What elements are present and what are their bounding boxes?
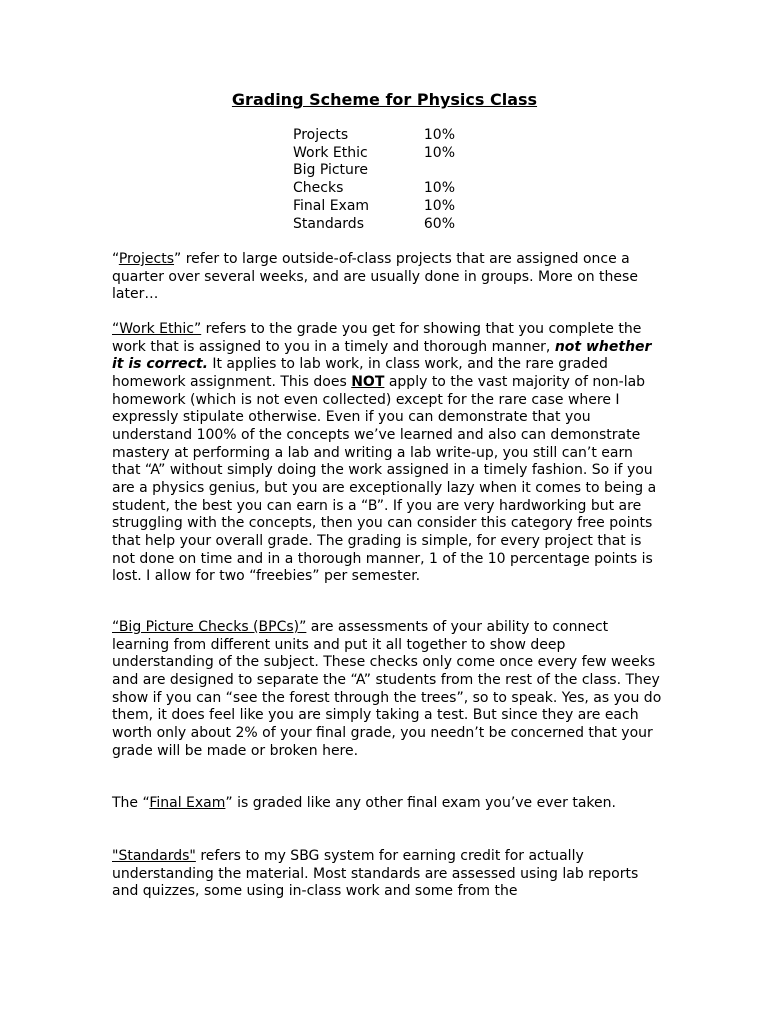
bpc-text: are assessments of your ability to connect learning from different units and put it all together to show deep understanding of the subject. These checks only come once every few weeks and are designed to separate the “A” students from the rest of the class. They show if you can “see the forest through the trees”, so to speak. Yes, as you do them, it does feel like you are simply taking a test. But since they are each worth only about 2% of your final grade, you needn’t be concerned that your grade will be made or broken here. [112,619,662,759]
page-title: Grading Scheme for Physics Class [231,90,538,109]
work-ethic-paragraph [112,321,664,586]
bpc-paragraph [112,619,664,760]
bpc-term: “Big Picture Checks (BPCs)” [112,619,307,635]
work-ethic-not: NOT [351,373,385,390]
grade-category: Standards [293,215,364,232]
grade-category: Work Ethic [293,144,368,161]
final-exam-prefix: The “ [112,795,150,811]
grade-category: Final Exam [293,197,370,214]
projects-text: ” refer to large outside-of-class projects that are assigned once a quarter over several weeks, and are usually done in groups. More on these later… [112,251,638,303]
grade-row [293,127,455,145]
work-ethic-text-1: refers to the grade you get for showing that you complete the work that is assigned to you in a timely and thorough manner, [112,321,642,355]
work-ethic-text-2: It applies to lab work, in class work, and the rare graded homework assignment. This does [112,356,608,390]
grade-percent: 10% [423,180,455,197]
final-exam-text: ” is graded like any other final exam you’ve ever taken. [225,795,616,811]
grade-percent: 60% [423,215,455,232]
work-ethic-emphasis: not whether it is correct. [112,338,652,373]
grade-category: Checks [293,180,344,197]
grade-row [293,145,455,163]
grade-percent: 10% [423,127,455,143]
projects-open-quote: “ [112,251,119,267]
grade-percent: 10% [423,144,455,161]
projects-paragraph [112,251,664,304]
grade-percent [413,162,455,180]
final-exam-paragraph [112,795,664,813]
projects-term: Projects [118,251,175,267]
final-exam-term: Final Exam [149,795,226,811]
grade-breakdown-table [293,127,455,233]
work-ethic-text-3: apply to the vast majority of non-lab homework (which is not even collected) except for the rare case where I expressly stipulate otherwise. Even if you can demonstrate that you understand 100% of the concepts we’ve learned and also can demonstrate mastery at performing a lab and writing a lab write-up, you still can’t earn that “A” without simply doing the work assigned in a timely fashion. So if you are a physics genius, but you are exceptionally lazy when it comes to being a student, the best you can earn is a “B”. If you are very hardworking but are struggling with the concepts, then you can consider this category free points that help your overall grade. The grading is simple, for every project that is not done on time and in a thorough manner, 1 of the 10 percentage points is lost. I allow for two “freebies” per semester. [112,373,657,585]
grade-row [293,162,455,180]
grade-row [293,180,455,198]
standards-paragraph [112,848,664,901]
grade-percent: 10% [423,197,455,214]
grade-row [293,216,455,234]
grade-row [293,198,455,216]
standards-text: refers to my SBG system for earning credit for actually understanding the material. Most standards are assessed using lab reports and quizzes, some using in-class work and some from the [112,848,639,900]
standards-term: "Standards" [112,848,196,864]
grade-category: Projects [293,127,349,143]
work-ethic-term: “Work Ethic” [112,321,202,337]
grade-category: Big Picture [293,162,368,179]
